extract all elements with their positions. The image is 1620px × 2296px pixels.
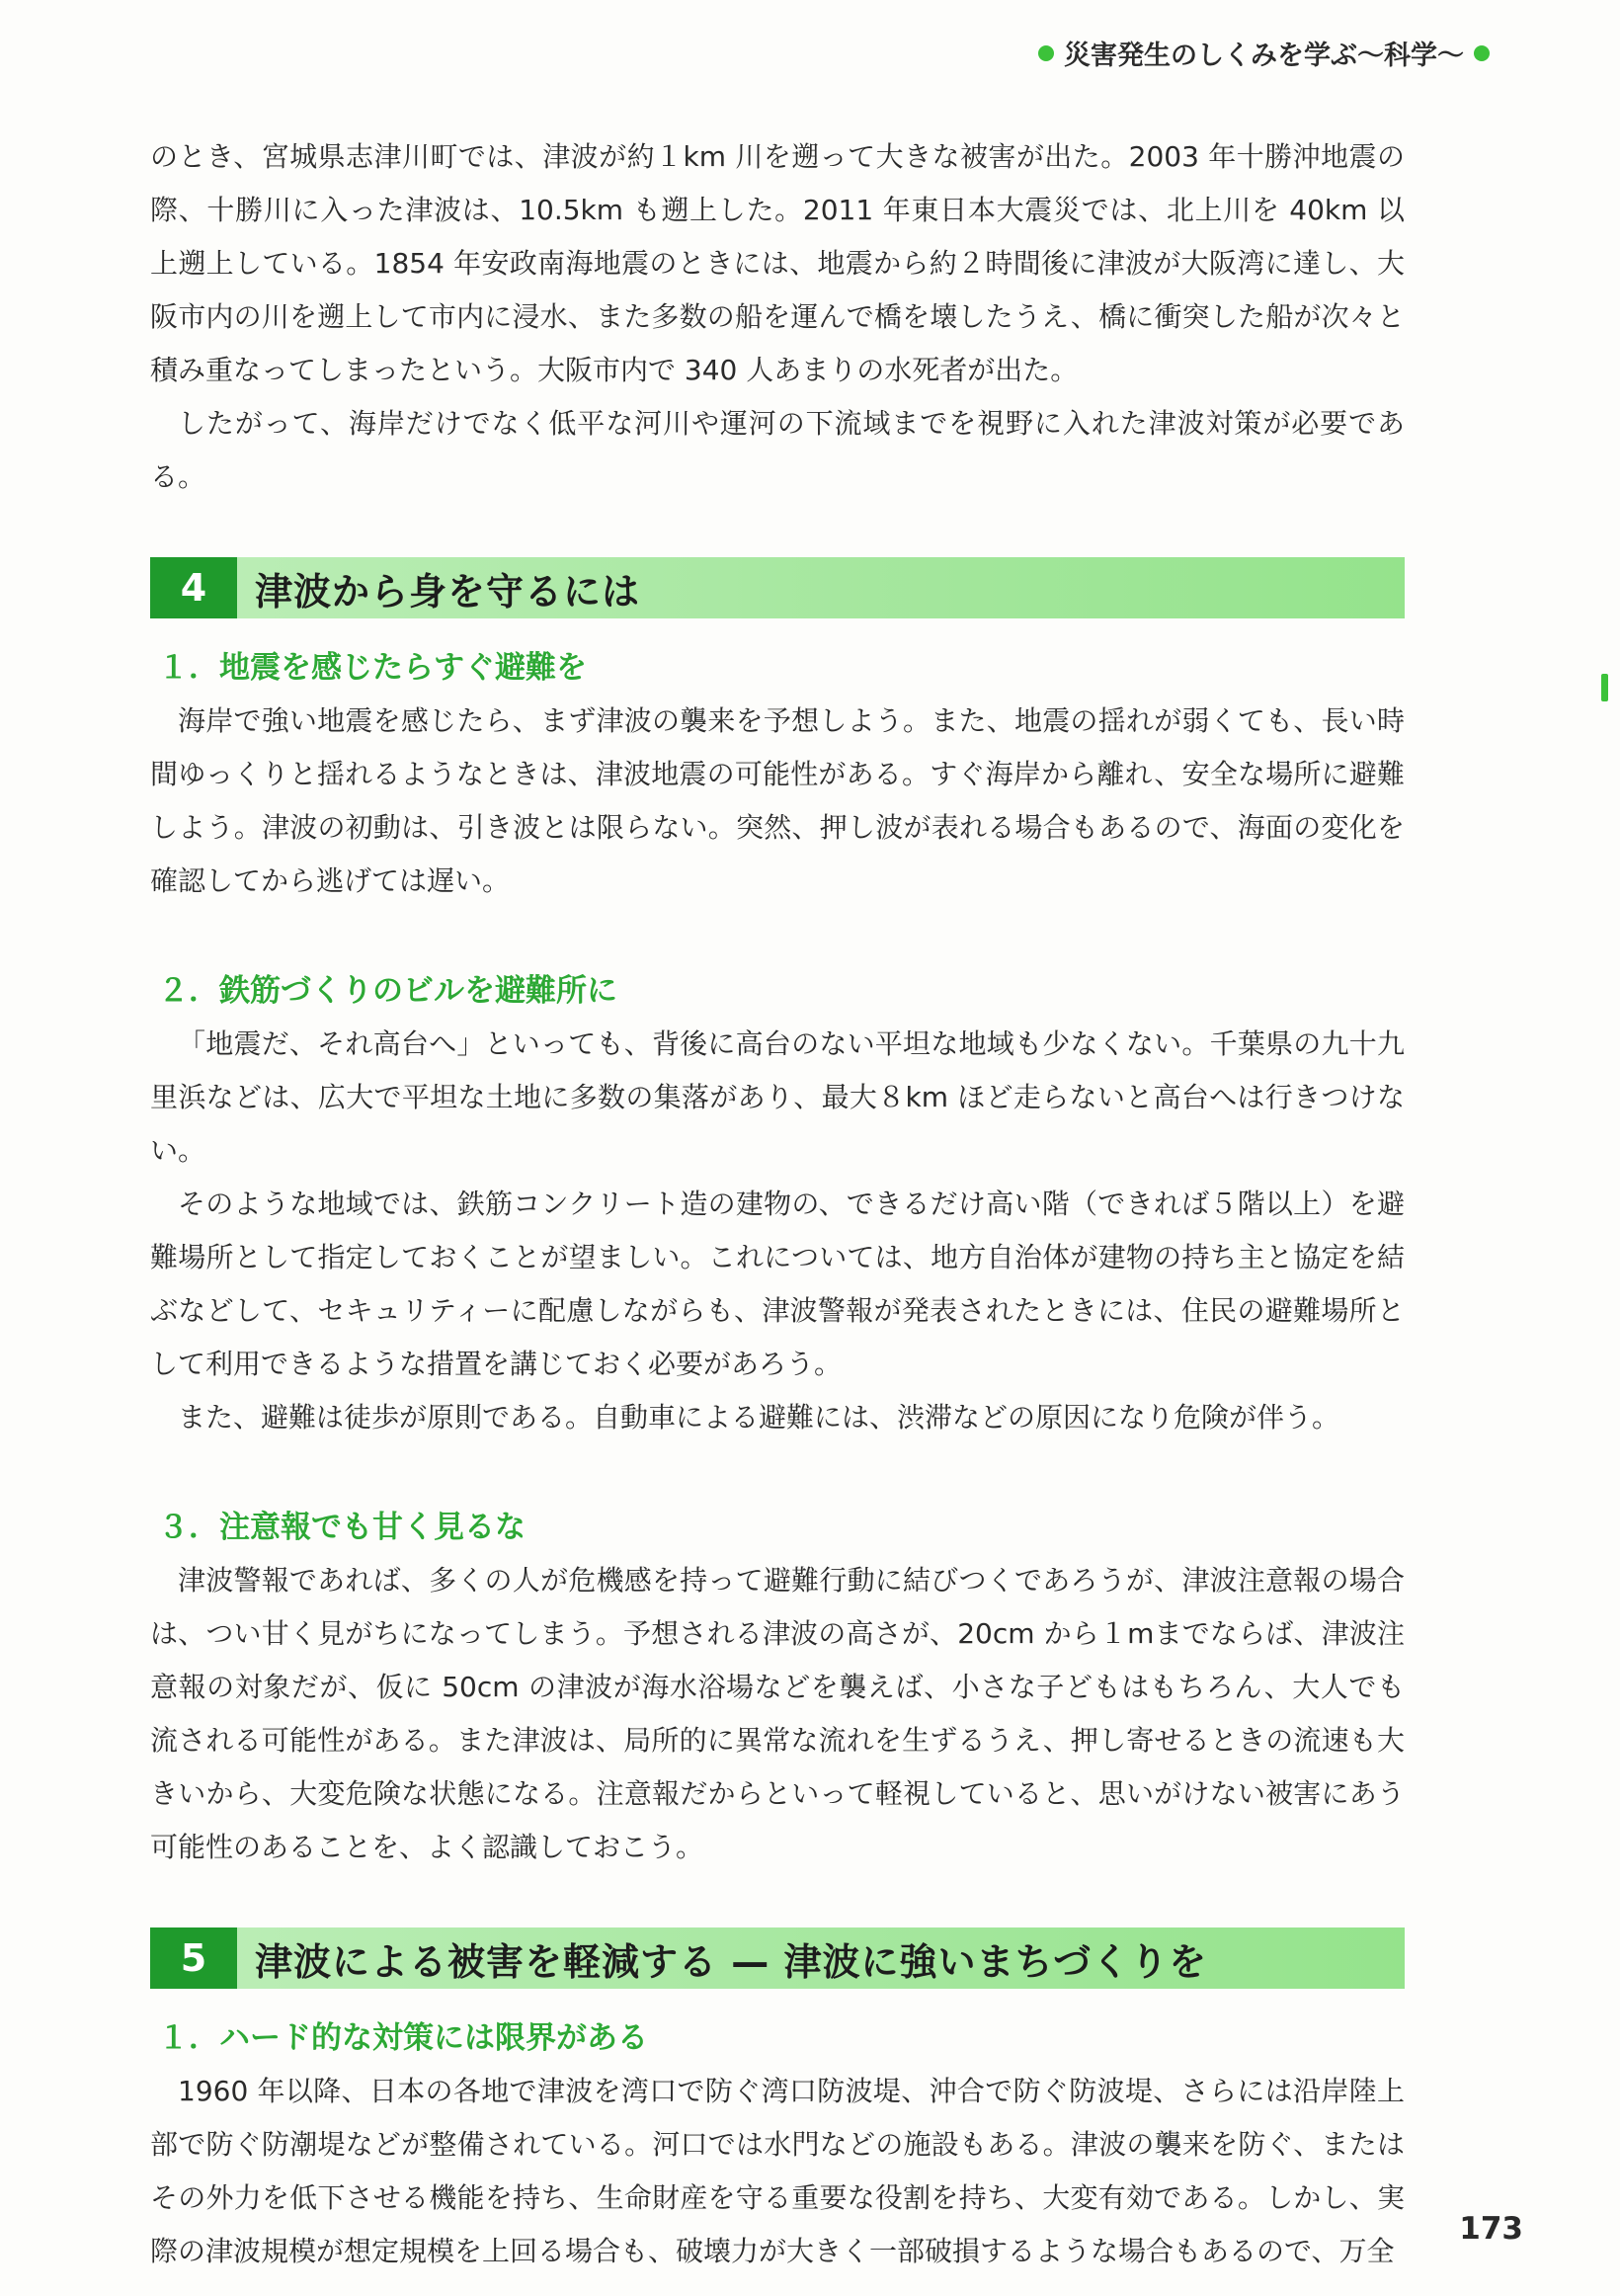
body-paragraph: 「地震だ、それ高台へ」といっても、背後に高台のない平坦な地域も少なくない。千葉県の九十九里浜などは、広大で平坦な土地に多数の集落があり、最大８km ほど走らないと高台へは行きつけない。 (150, 1027, 1405, 1167)
running-header (1038, 34, 1490, 72)
section-5-heading-bar (150, 1927, 1405, 1989)
running-header-title: 災害発生のしくみを学ぶ〜科学〜 (1064, 41, 1464, 71)
bullet-dot-icon (1474, 45, 1490, 61)
body-paragraph: 海岸で強い地震を感じたら、まず津波の襲来を予想しよう。また、地震の揺れが弱くても、長い時間ゆっくりと揺れるようなときは、津波地震の可能性がある。すぐ海岸から離れ、安全な場所に避難しよう。津波の初動は、引き波とは限らない。突然、押し波が表れる場合もあるので、海面の変化を確認してから逃げては遅い。 (150, 704, 1405, 897)
section-4-heading-bar (150, 557, 1405, 618)
body-paragraph: そのような地域では、鉄筋コンクリート造の建物の、できるだけ高い階（できれば５階以上）を避難場所として指定しておくことが望ましい。これについては、地方自治体が建物の持ち主と協定を結ぶなどして、セキュリティーに配慮しながらも、津波警報が発表されたときには、住民の避難場所として利用できるような措置を講じておく必要があろう。 (150, 1188, 1405, 1380)
section-number: 4 (150, 557, 237, 618)
subsection-heading: １．ハード的な対策には限界がある (158, 2020, 648, 2056)
page-number: 173 (1459, 2211, 1523, 2247)
bullet-dot-icon (1038, 45, 1054, 61)
body-paragraph: また、避難は徒歩が原則である。自動車による避難には、渋滞などの原因になり危険が伴う。 (178, 1401, 1340, 1434)
body-paragraph: 1960 年以降、日本の各地で津波を湾口で防ぐ湾口防波堤、沖合で防ぐ防波堤、さらには沿岸陸上部で防ぐ防潮堤などが整備されている。河口では水門などの施設もある。津波の襲来を防ぐ、またはその外力を低下させる機能を持ち、生命財産を守る重要な役割を持ち、大変有効である。しかし、実際の津波規模が想定規模を上回る場合も、破壊力が大きく一部破損するような場合もあるので、万全 (150, 2075, 1405, 2267)
page-body (150, 130, 1405, 2278)
intro-paragraph: のとき、宮城県志津川町では、津波が約１km 川を遡って大きな被害が出た。2003 年十勝沖地震の際、十勝川に入った津波は、10.5km も遡上した。2011 年東日本大震災では、北上川を 40km 以上遡上している。1854 年安政南海地震のときには、地震から約２時間後に津波が大阪湾に達し、大阪市内の川を遡上して市内に浸水、また多数の船を運んで橋を壊したうえ、橋に衝突した船が次々と積み重なってしまったという。大阪市内で 340 人あまりの水死者が出た。 (150, 140, 1405, 386)
section-number: 5 (150, 1927, 237, 1989)
body-paragraph: 津波警報であれば、多くの人が危機感を持って避難行動に結びつくであろうが、津波注意報の場合は、つい甘く見がちになってしまう。予想される津波の高さが、20cm から１mまでならば、津波注意報の対象だが、仮に 50cm の津波が海水浴場などを襲えば、小さな子どもはもちろん、大人でも流される可能性がある。また津波は、局所的に異常な流れを生ずるうえ、押し寄せるときの流速も大きいから、大変危険な状態になる。注意報だからといって軽視していると、思いがけない被害にあう可能性のあることを、よく認識しておこう。 (150, 1564, 1405, 1863)
subsection-heading: １．地震を感じたらすぐ避難を (158, 650, 587, 686)
section-title: 津波から身を守るには (255, 569, 641, 614)
section-title: 津波による被害を軽減する — 津波に強いまちづくりを (255, 1939, 1208, 1984)
side-tab-marker (1601, 674, 1608, 701)
subsection-heading: ２．鉄筋づくりのビルを避難所に (158, 973, 617, 1009)
subsection-heading: ３．注意報でも甘く見るな (158, 1510, 526, 1545)
intro-paragraph: したがって、海岸だけでなく低平な河川や運河の下流域までを視野に入れた津波対策が必要である。 (150, 407, 1405, 493)
